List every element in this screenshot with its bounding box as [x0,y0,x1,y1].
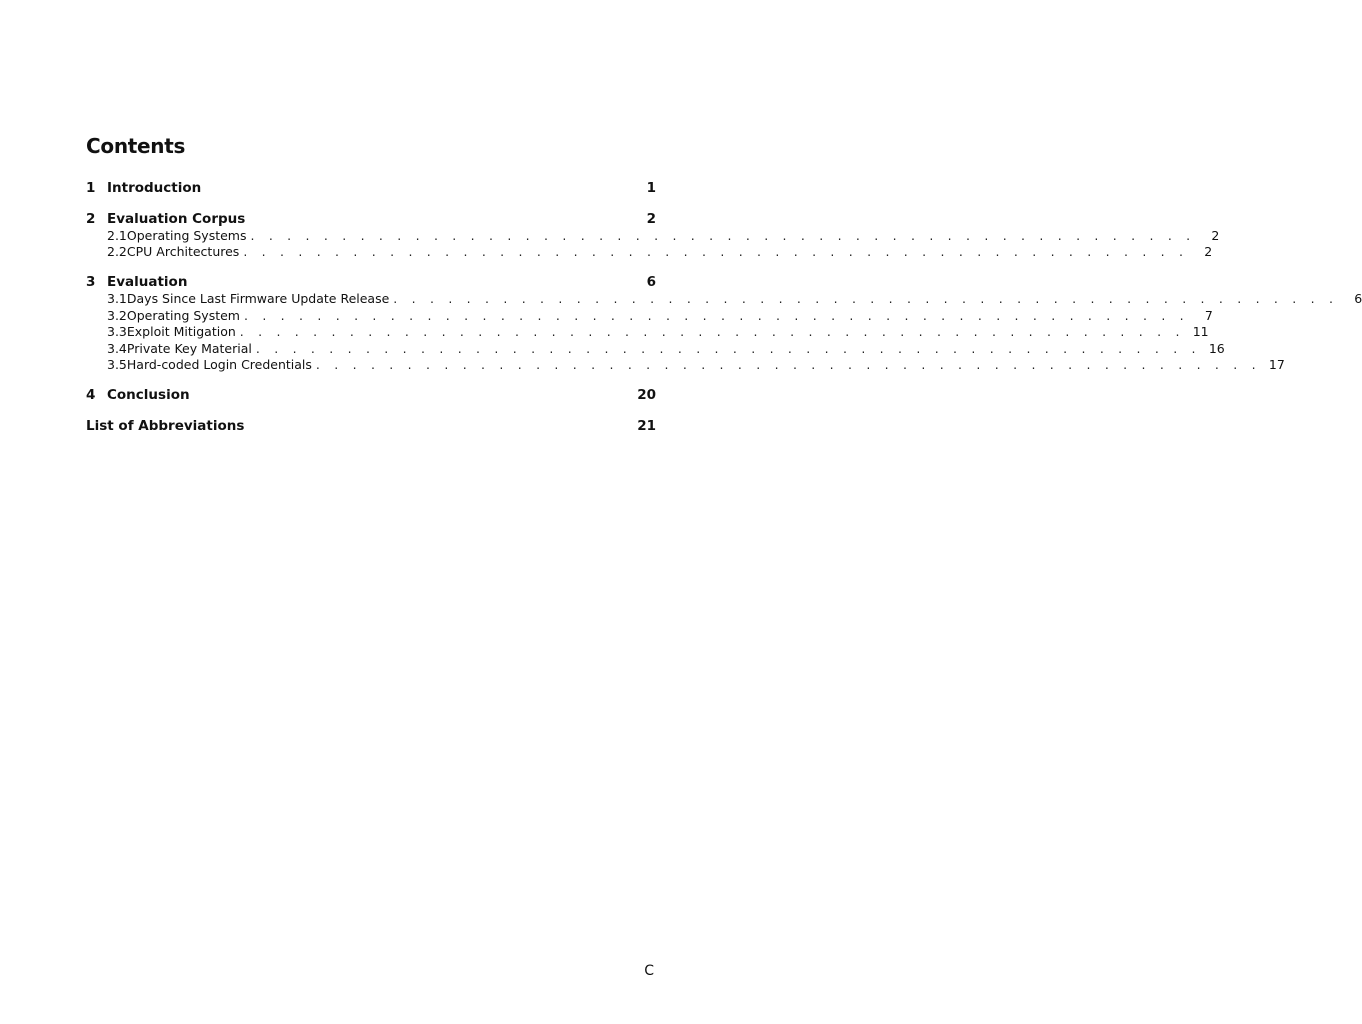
chapter-number: 2 [86,211,96,227]
dot-leader: . . . . . . . . . . . . . . . . . . . . . . . . . . . . . . . . . . . . . . . . . . . . . . . . . . . . [393,291,1339,306]
toc-list-of-abbreviations[interactable] [86,418,656,434]
table-of-contents [86,0,1362,1024]
chapter-number: 4 [86,387,96,403]
section-title: CPU Architectures [126,244,240,259]
section-page-number: 2 [1211,228,1220,243]
section-number: 3.4 [107,341,127,356]
section-page-number: 16 [1208,341,1225,356]
abbreviations-title: List of Abbreviations [86,418,245,434]
page-title: Contents [86,134,186,158]
toc-section-operating-systems[interactable] [86,228,1220,244]
section-title: Hard-coded Login Credentials [126,357,312,372]
section-title: Exploit Mitigation [126,324,236,339]
section-number: 3.2 [107,308,127,323]
dot-leader: . . . . . . . . . . . . . . . . . . . . . . . . . . . . . . . . . . . . . . . . . . . . . . . . . . . . [250,228,1196,243]
section-number: 3.1 [107,291,127,306]
section-title: Operating Systems [126,228,247,243]
toc-chapter-evaluation-corpus[interactable] [86,211,656,227]
chapter-number: 3 [86,274,96,290]
chapter-title: Introduction [107,180,202,196]
abbreviations-page-number: 21 [637,418,656,434]
chapter-title: Evaluation [107,274,188,290]
dot-leader: . . . . . . . . . . . . . . . . . . . . . . . . . . . . . . . . . . . . . . . . . . . . . . . . . . . . [243,244,1189,259]
section-title: Operating System [126,308,240,323]
toc-section-days-since-update[interactable] [86,291,1362,307]
section-page-number: 11 [1192,324,1209,339]
chapter-page-number: 20 [637,387,656,403]
toc-chapter-evaluation[interactable] [86,274,656,290]
section-page-number: 7 [1204,308,1213,323]
dot-leader: . . . . . . . . . . . . . . . . . . . . . . . . . . . . . . . . . . . . . . . . . . . . . . . . . . . . [239,324,1185,339]
page-number-footer: C [644,963,654,979]
chapter-page-number: 1 [646,180,656,196]
section-page-number: 6 [1354,291,1362,306]
section-number: 3.3 [107,324,127,339]
toc-section-cpu-architectures[interactable] [86,244,1213,260]
section-number: 2.1 [107,228,127,243]
section-page-number: 17 [1268,357,1285,372]
toc-section-exploit-mitigation[interactable] [86,324,1209,340]
dot-leader: . . . . . . . . . . . . . . . . . . . . . . . . . . . . . . . . . . . . . . . . . . . . . . . . . . . . [315,357,1261,372]
toc-section-private-key-material[interactable] [86,341,1225,357]
chapter-title: Conclusion [107,387,190,403]
dot-leader: . . . . . . . . . . . . . . . . . . . . . . . . . . . . . . . . . . . . . . . . . . . . . . . . . . . . [255,341,1201,356]
chapter-page-number: 2 [646,211,656,227]
dot-leader: . . . . . . . . . . . . . . . . . . . . . . . . . . . . . . . . . . . . . . . . . . . . . . . . . . . . [243,308,1189,323]
toc-chapter-introduction[interactable] [86,180,656,196]
chapter-number: 1 [86,180,96,196]
section-number: 2.2 [107,244,127,259]
chapter-title: Evaluation Corpus [107,211,246,227]
section-title: Private Key Material [126,341,252,356]
section-title: Days Since Last Firmware Update Release [126,291,390,306]
toc-section-operating-system[interactable] [86,308,1213,324]
section-number: 3.5 [107,357,127,372]
toc-section-hardcoded-credentials[interactable] [86,357,1285,373]
toc-chapter-conclusion[interactable] [86,387,656,403]
section-page-number: 2 [1204,244,1213,259]
chapter-page-number: 6 [646,274,656,290]
